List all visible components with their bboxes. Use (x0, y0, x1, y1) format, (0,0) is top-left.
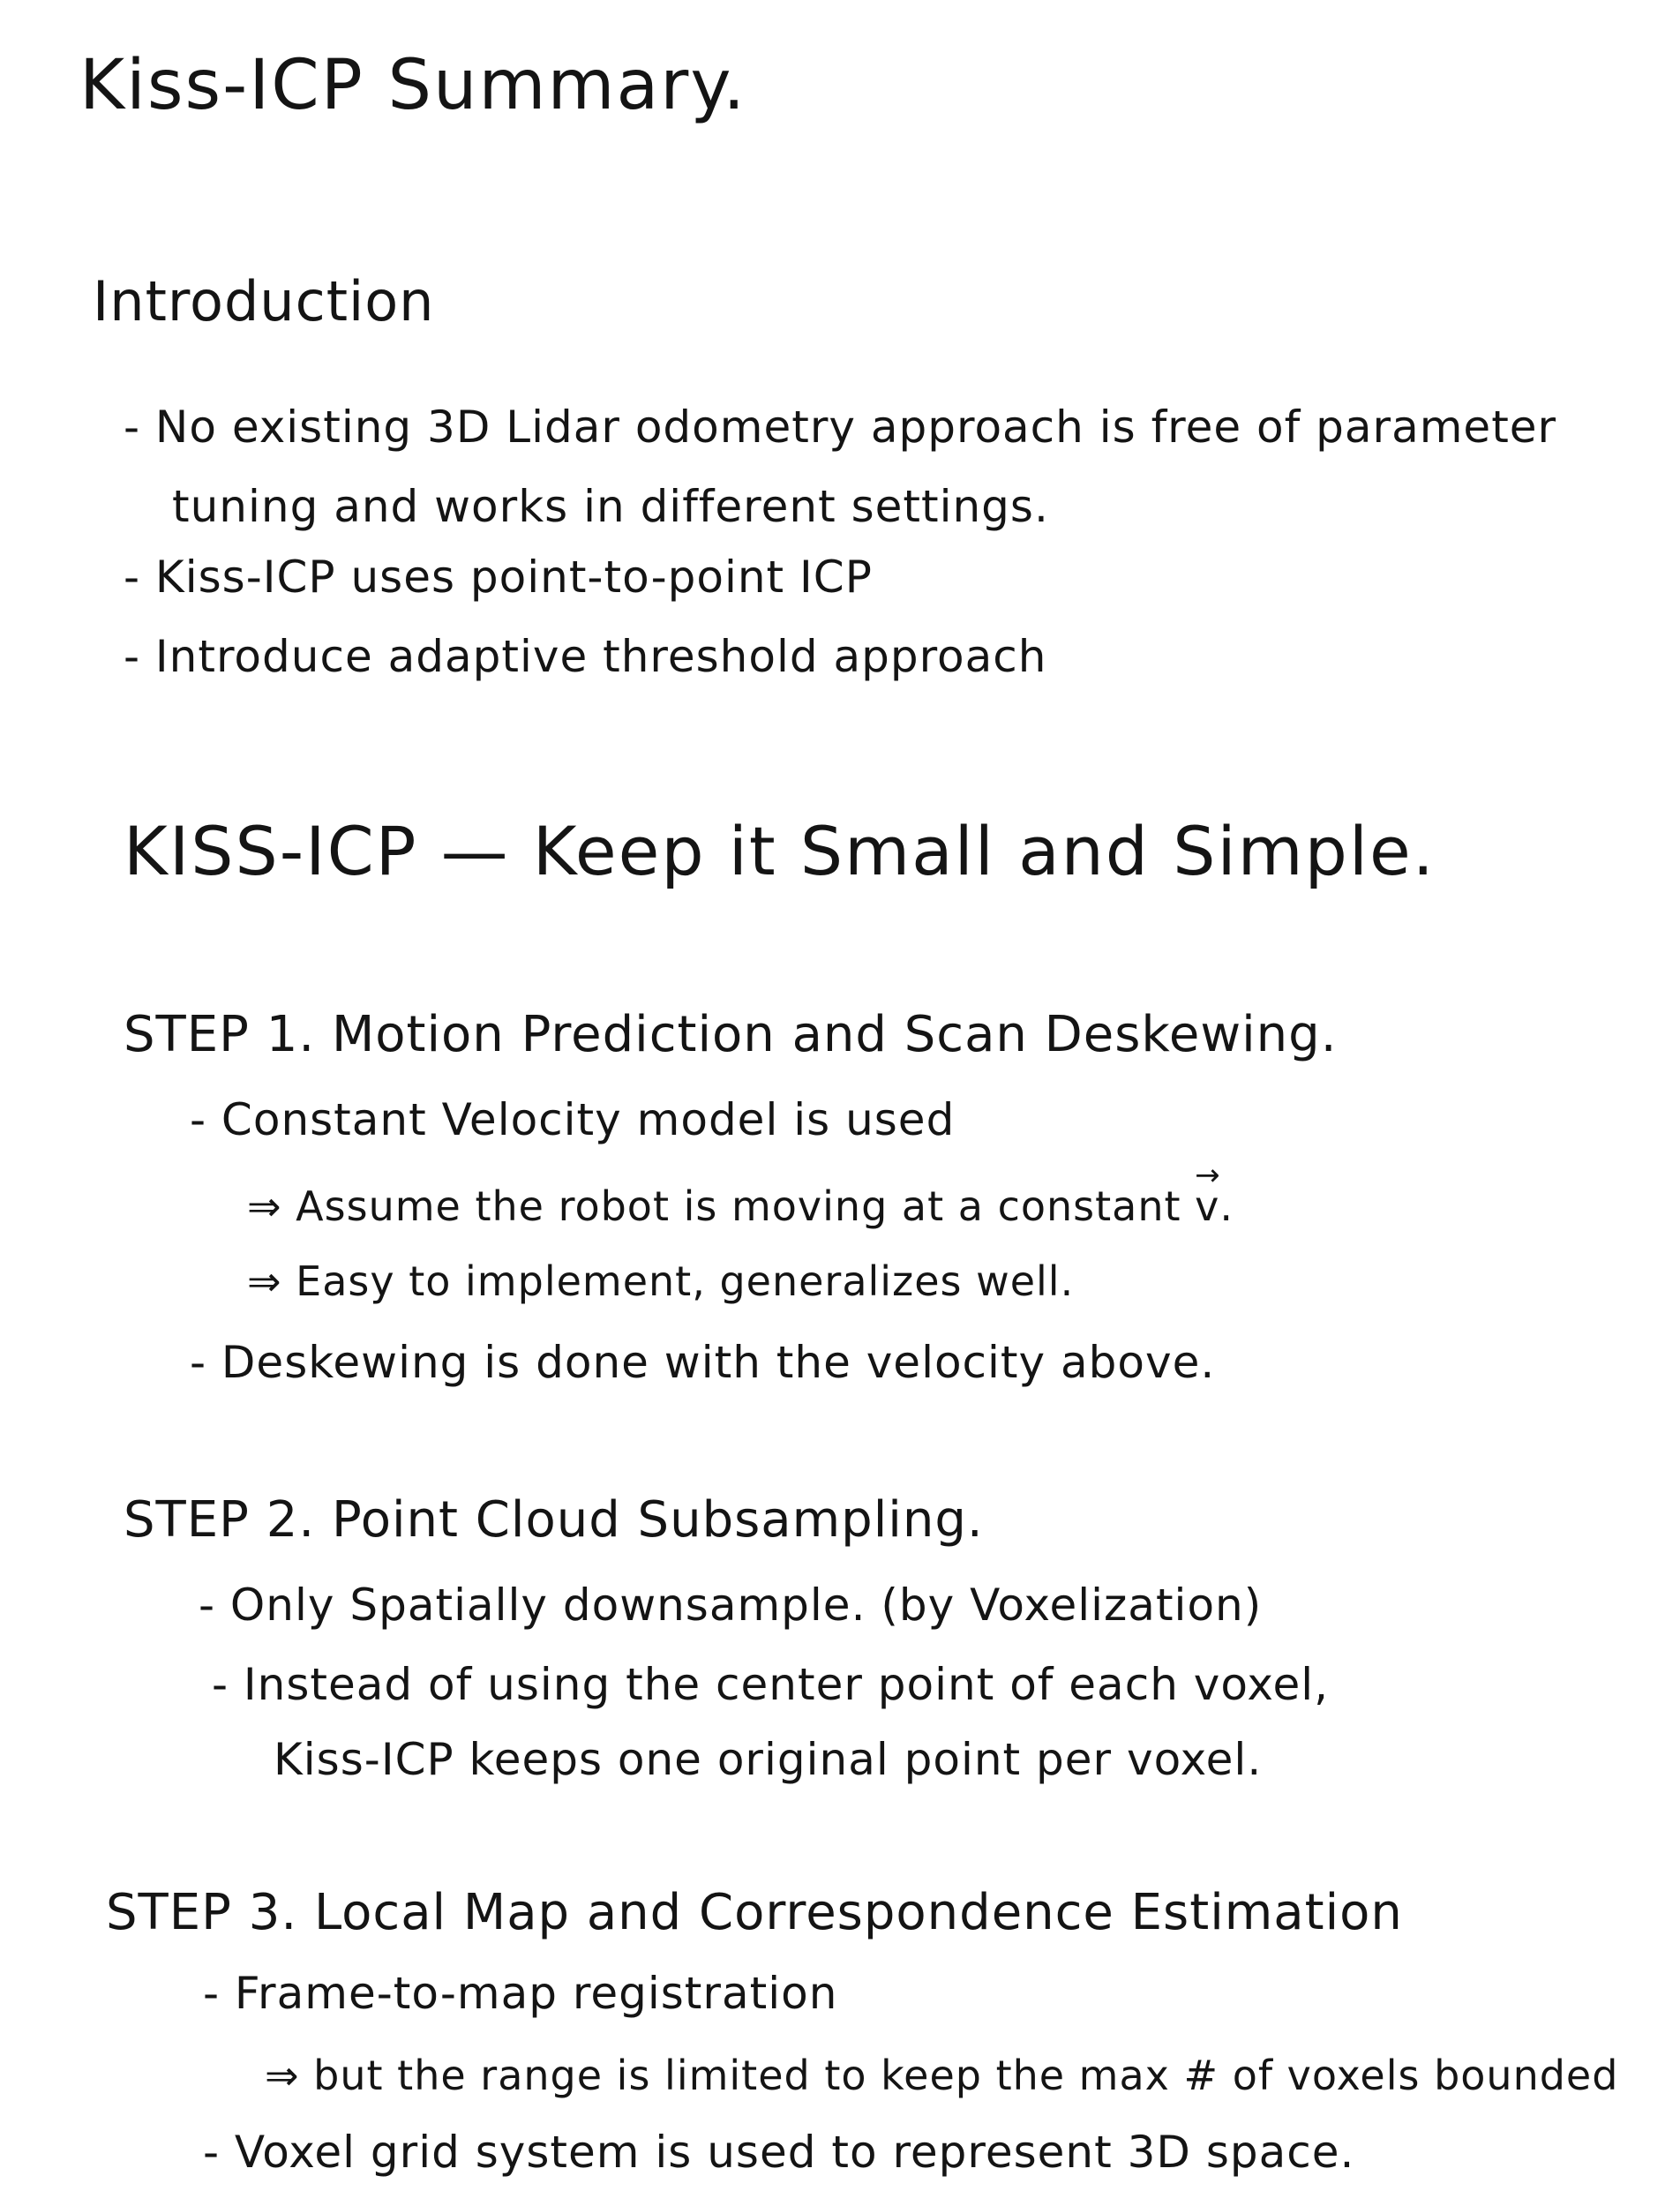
introduction-heading: Introduction (93, 269, 435, 334)
step3-subpoint-1: ⇒ but the range is limited to keep the max # of voxels bounded (265, 2052, 1619, 2099)
step1-bullet-2: - Deskewing is done with the velocity above. (190, 1337, 1216, 1388)
step3-bullet-1: - Frame-to-map registration (203, 1968, 838, 2019)
page-title: Kiss-ICP Summary. (79, 46, 747, 125)
introduction-bullet-1-line-1: - No existing 3D Lidar odometry approach is free of parameter (124, 401, 1557, 453)
step3-title: STEP 3. Local Map and Correspondence Estimation (106, 1884, 1403, 1941)
velocity-vector-symbol: → v (1195, 1182, 1219, 1230)
step2-bullet-2-line-2: Kiss-ICP keeps one original point per voxel. (274, 1734, 1263, 1785)
step1-bullet-1: - Constant Velocity model is used (190, 1094, 956, 1145)
step1-subpoint-2: ⇒ Easy to implement, generalizes well. (247, 1257, 1075, 1305)
kiss-icp-heading: KISS-ICP — Keep it Small and Simple. (124, 812, 1436, 890)
introduction-bullet-3: - Introduce adaptive threshold approach (124, 631, 1047, 682)
step1-subpoint-1-text: ⇒ Assume the robot is moving at a constant (247, 1182, 1196, 1230)
step1-title: STEP 1. Motion Prediction and Scan Deskewing. (124, 1006, 1338, 1063)
introduction-bullet-2: - Kiss-ICP uses point-to-point ICP (124, 552, 873, 603)
step2-bullet-2-line-1: - Instead of using the center point of each voxel, (212, 1659, 1330, 1710)
introduction-bullet-1-line-2: tuning and works in different settings. (172, 481, 1049, 532)
step2-title: STEP 2. Point Cloud Subsampling. (124, 1491, 984, 1549)
step1-subpoint-1 (247, 1182, 1234, 1230)
step1-subpoint-1-end: . (1219, 1182, 1234, 1230)
step3-bullet-2: - Voxel grid system is used to represent 3D space. (203, 2127, 1355, 2178)
step2-bullet-1: - Only Spatially downsample. (by Voxelization) (199, 1579, 1263, 1631)
